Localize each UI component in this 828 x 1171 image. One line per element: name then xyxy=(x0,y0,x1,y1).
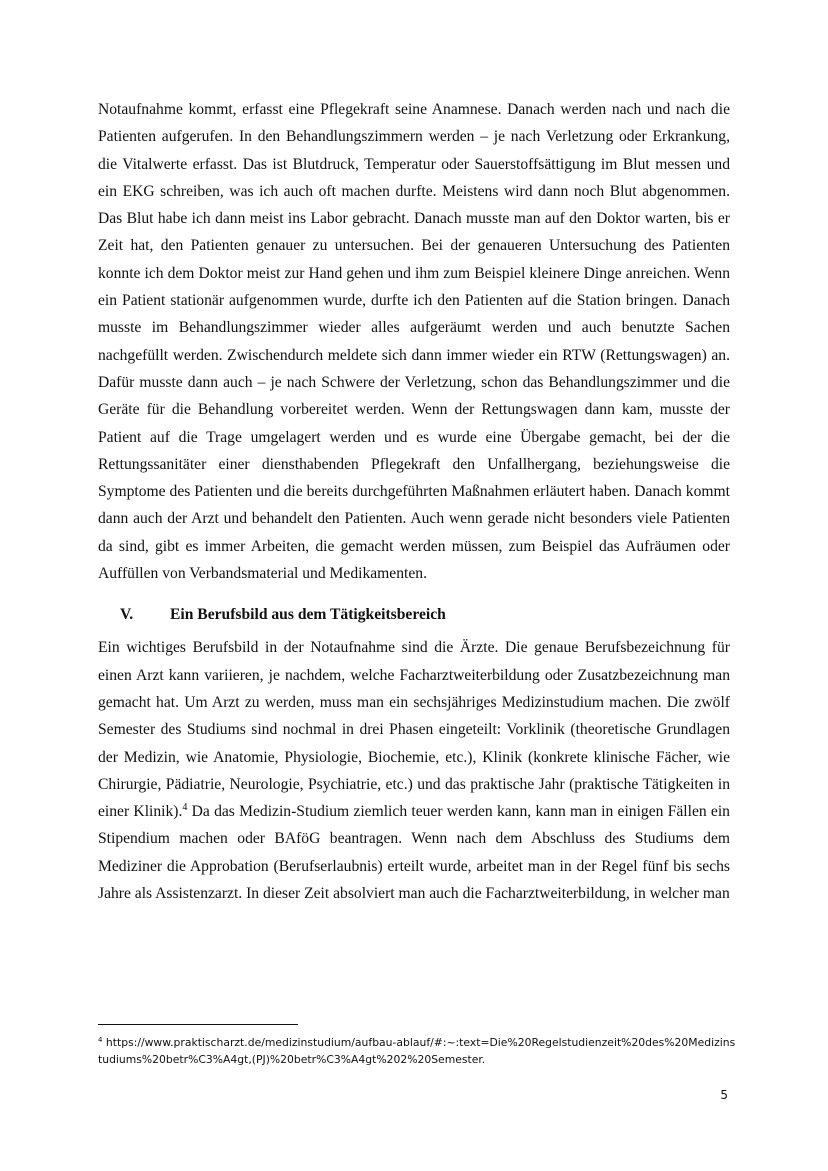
section-number: V. xyxy=(120,606,134,624)
section-title: Ein Berufsbild aus dem Tätigkeitsbereich xyxy=(170,606,446,624)
body-paragraph-1: Notaufnahme kommt, erfasst eine Pflegekraft seine Anamnese. Danach werden nach und nach die Patienten aufgerufen. In den Behandlungszimmern werden – je nach Verletzung oder Erkrankung, die Vitalwerte erfasst. Das ist Blutdruck, Temperatur oder Sauerstoffsättigung im Blut messen und ein EKG schreiben, was ich auch oft machen durfte. Meistens wird dann noch Blut abgenommen. Das Blut habe ich dann meist ins Labor gebracht. Danach musste man auf den Doktor warten, bis er Zeit hat, den Patienten genauer zu untersuchen. Bei der genaueren Untersuchung des Patienten konnte ich dem Doktor meist zur Hand gehen und ihm zum Beispiel kleinere Dinge anreichen. Wenn ein Patient stationär aufgenommen wurde, durfte ich den Patienten auf die Station bringen. Danach musste im Behandlungszimmer wieder alles aufgeräumt werden und auch benutzte Sachen nachgefüllt werden. Zwischendurch meldete sich dann immer wieder ein RTW (Rettungswagen) an. Dafür musste dann auch – je nach Schwere der Verletzung, schon das Behandlungszimmer und die Geräte für die Behandlung vorbereitet werden. Wenn der Rettungswagen dann kam, musste der Patient auf die Trage umgelagert werden und es wurde eine Übergabe gemacht, bei der die Rettungssanitäter einer diensthabenden Pflegekraft den Unfallhergang, beziehungsweise die Symptome des Patienten und die bereits durchgeführten Maßnahmen erläutert haben. Danach kommt dann auch der Arzt und behandelt den Patienten. Auch wenn gerade nicht besonders viele Patienten da sind, gibt es immer Arbeiten, die gemacht werden müssen, zum Beispiel das Aufräumen oder Auffüllen von Verbandsmaterial und Medikamenten. xyxy=(98,101,730,583)
footnote-url[interactable]: https://www.praktischarzt.de/medizinstudium/aufbau-ablauf/#:~:text=Die%20Regelstudienzeit%20des%20Medizinstudiums%20betr%C3%A4gt,(PJ)%20betr%C3%A4gt%202%20Semester. xyxy=(98,1036,736,1066)
footnote-reference[interactable]: 4 xyxy=(182,802,188,814)
footnote-marker: 4 xyxy=(98,1036,103,1044)
body-paragraph-2-part-2: Da das Medizin-Studium ziemlich teuer werden kann, kann man in einigen Fällen ein Stipendium machen oder BAföG beantragen. Wenn nach dem Abschluss des Studiums dem Mediziner die Approbation (Berufserlaubnis) erteilt wurde, arbeitet man in der Regel fünf bis sechs Jahre als Assistenzarzt. In dieser Zeit absolviert man auch die Facharztweiterbildung, in welcher man xyxy=(98,803,730,903)
section-heading xyxy=(98,601,730,628)
page-body xyxy=(98,96,730,907)
footnote-separator xyxy=(98,1024,298,1025)
body-paragraph-2-part-1: Ein wichtiges Berufsbild in der Notaufnahme sind die Ärzte. Die genaue Berufsbezeichnung für einen Arzt kann variieren, je nachdem, welche Facharztweiterbildung oder Zusatzbezeichnung man gemacht hat. Um Arzt zu werden, muss man ein sechsjähriges Medizinstudium machen. Die zwölf Semester des Studiums sind nochmal in drei Phasen eingeteilt: Vorklinik (theoretische Grundlagen der Medizin, wie Anatomie, Physiologie, Biochemie, etc.), Klinik (konkrete klinische Fächer, wie Chirurgie, Pädiatrie, Neurologie, Psychiatrie, etc.) und das praktische Jahr (praktische Tätigkeiten in einer Klinik). xyxy=(98,639,730,821)
footnote xyxy=(98,1034,738,1068)
body-paragraph-2 xyxy=(98,634,730,907)
page-number: 5 xyxy=(720,1088,728,1102)
